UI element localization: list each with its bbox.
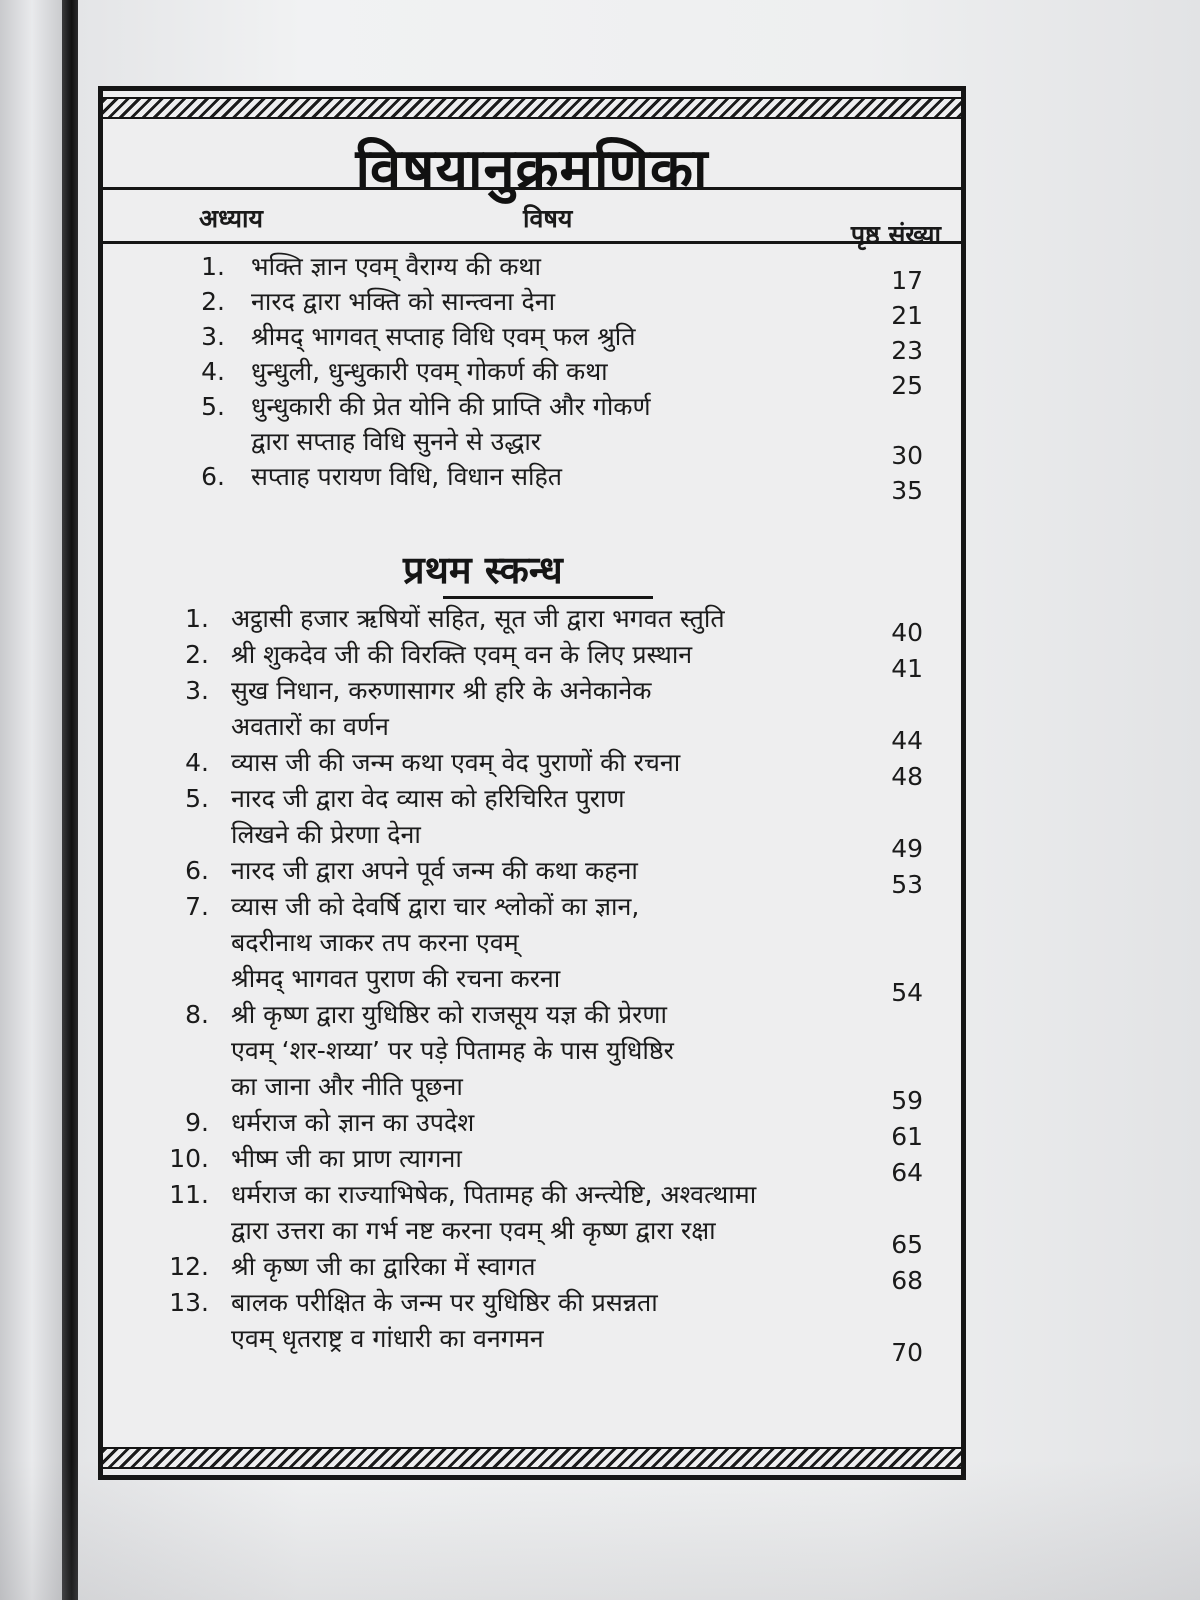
entry-title: द्वारा उत्तरा का गर्भ नष्ट करना एवम् श्री कृष्ण द्वारा रक्षा <box>231 1216 716 1245</box>
toc-frame <box>98 86 966 1480</box>
entry-title: धुन्धुकारी की प्रेत योनि की प्राप्ति और गोकर्ण <box>251 392 651 421</box>
entry-page: 65 <box>891 1230 923 1259</box>
entry-number: 11. <box>169 1180 209 1209</box>
entry-number: 4. <box>201 357 225 386</box>
entry-number: 4. <box>185 748 209 777</box>
entry-title: भक्ति ज्ञान एवम् वैराग्य की कथा <box>251 252 541 281</box>
entry-page: 25 <box>891 371 923 400</box>
entry-number: 1. <box>185 604 209 633</box>
entry-title: का जाना और नीति पूछना <box>231 1072 463 1101</box>
entry-page: 48 <box>891 762 923 791</box>
entry-number: 13. <box>169 1288 209 1317</box>
entry-number: 10. <box>169 1144 209 1173</box>
divider <box>103 187 961 190</box>
entry-page: 23 <box>891 336 923 365</box>
entry-title: श्री शुकदेव जी की विरक्ति एवम् वन के लिए प्रस्थान <box>231 640 693 669</box>
entry-number: 12. <box>169 1252 209 1281</box>
entry-number: 5. <box>185 784 209 813</box>
entry-page: 40 <box>891 618 923 647</box>
entry-title: सप्ताह परायण विधि, विधान सहित <box>251 462 563 491</box>
entry-title: श्रीमद् भागवत् सप्ताह विधि एवम् फल श्रुति <box>251 322 636 351</box>
entry-page: 17 <box>891 266 923 295</box>
toc-heading: विषयानुक्रमणिका <box>355 137 709 202</box>
entry-title: व्यास जी को देवर्षि द्वारा चार श्लोकों का ज्ञान, <box>231 892 640 921</box>
entry-title: एवम् धृतराष्ट्र व गांधारी का वनगमन <box>231 1324 544 1353</box>
entry-number: 7. <box>185 892 209 921</box>
column-subject: विषय <box>523 204 573 233</box>
entry-title: श्रीमद् भागवत पुराण की रचना करना <box>231 964 561 993</box>
entry-page: 61 <box>891 1122 923 1151</box>
decorative-band-top <box>103 97 961 119</box>
section-underline <box>443 596 653 599</box>
entry-page: 49 <box>891 834 923 863</box>
entry-page: 35 <box>891 476 923 505</box>
entry-title: सुख निधान, करुणासागर श्री हरि के अनेकानेक <box>231 676 652 705</box>
entry-number: 3. <box>185 676 209 705</box>
page-shadow <box>0 1460 1200 1600</box>
entry-number: 2. <box>201 287 225 316</box>
entry-number: 3. <box>201 322 225 351</box>
entry-page: 54 <box>891 978 923 1007</box>
column-page: पृष्ठ संख्या <box>850 220 941 249</box>
entry-title: धर्मराज को ज्ञान का उपदेश <box>231 1108 475 1137</box>
entry-title: नारद जी द्वारा अपने पूर्व जन्म की कथा कहना <box>231 856 638 885</box>
entry-number: 9. <box>185 1108 209 1137</box>
entry-number: 2. <box>185 640 209 669</box>
entry-page: 41 <box>891 654 923 683</box>
entry-title: नारद जी द्वारा वेद व्यास को हरिचिरित पुराण <box>231 784 625 813</box>
entry-number: 8. <box>185 1000 209 1029</box>
entry-number: 1. <box>201 252 225 281</box>
entry-title: द्वारा सप्ताह विधि सुनने से उद्धार <box>251 427 542 456</box>
entry-title: अट्ठासी हजार ऋषियों सहित, सूत जी द्वारा भगवत स्तुति <box>231 604 725 633</box>
entry-page: 70 <box>891 1338 923 1367</box>
entry-page: 30 <box>891 441 923 470</box>
entry-page: 21 <box>891 301 923 330</box>
entry-title: भीष्म जी का प्राण त्यागना <box>231 1144 462 1173</box>
entry-title: व्यास जी की जन्म कथा एवम् वेद पुराणों की रचना <box>231 748 681 777</box>
entry-title: लिखने की प्रेरणा देना <box>231 820 421 849</box>
column-chapter: अध्याय <box>199 204 263 233</box>
entry-page: 64 <box>891 1158 923 1187</box>
entry-title: बदरीनाथ जाकर तप करना एवम् <box>231 928 519 957</box>
entry-page: 53 <box>891 870 923 899</box>
entry-title: अवतारों का वर्णन <box>231 712 389 741</box>
section-title: प्रथम स्कन्ध <box>403 548 563 592</box>
cover-edge <box>62 0 78 1600</box>
entry-page: 59 <box>891 1086 923 1115</box>
entry-number: 5. <box>201 392 225 421</box>
entry-number: 6. <box>185 856 209 885</box>
entry-page: 68 <box>891 1266 923 1295</box>
entry-title: श्री कृष्ण जी का द्वारिका में स्वागत <box>231 1252 536 1281</box>
entry-number: 6. <box>201 462 225 491</box>
entry-page: 44 <box>891 726 923 755</box>
entry-title: धुन्धुली, धुन्धुकारी एवम् गोकर्ण की कथा <box>251 357 608 386</box>
entry-title: एवम् ‘शर-शय्या’ पर पड़े पितामह के पास युधिष्ठिर <box>231 1036 674 1065</box>
entry-title: श्री कृष्ण द्वारा युधिष्ठिर को राजसूय यज्ञ की प्रेरणा <box>231 1000 667 1029</box>
divider <box>103 241 961 244</box>
entry-title: बालक परीक्षित के जन्म पर युधिष्ठिर की प्रसन्नता <box>231 1288 658 1317</box>
entry-title: नारद द्वारा भक्ति को सान्त्वना देना <box>251 287 556 316</box>
entry-title: धर्मराज का राज्याभिषेक, पितामह की अन्त्येष्टि, अश्वत्थामा <box>231 1180 757 1209</box>
column-headers <box>103 191 961 249</box>
